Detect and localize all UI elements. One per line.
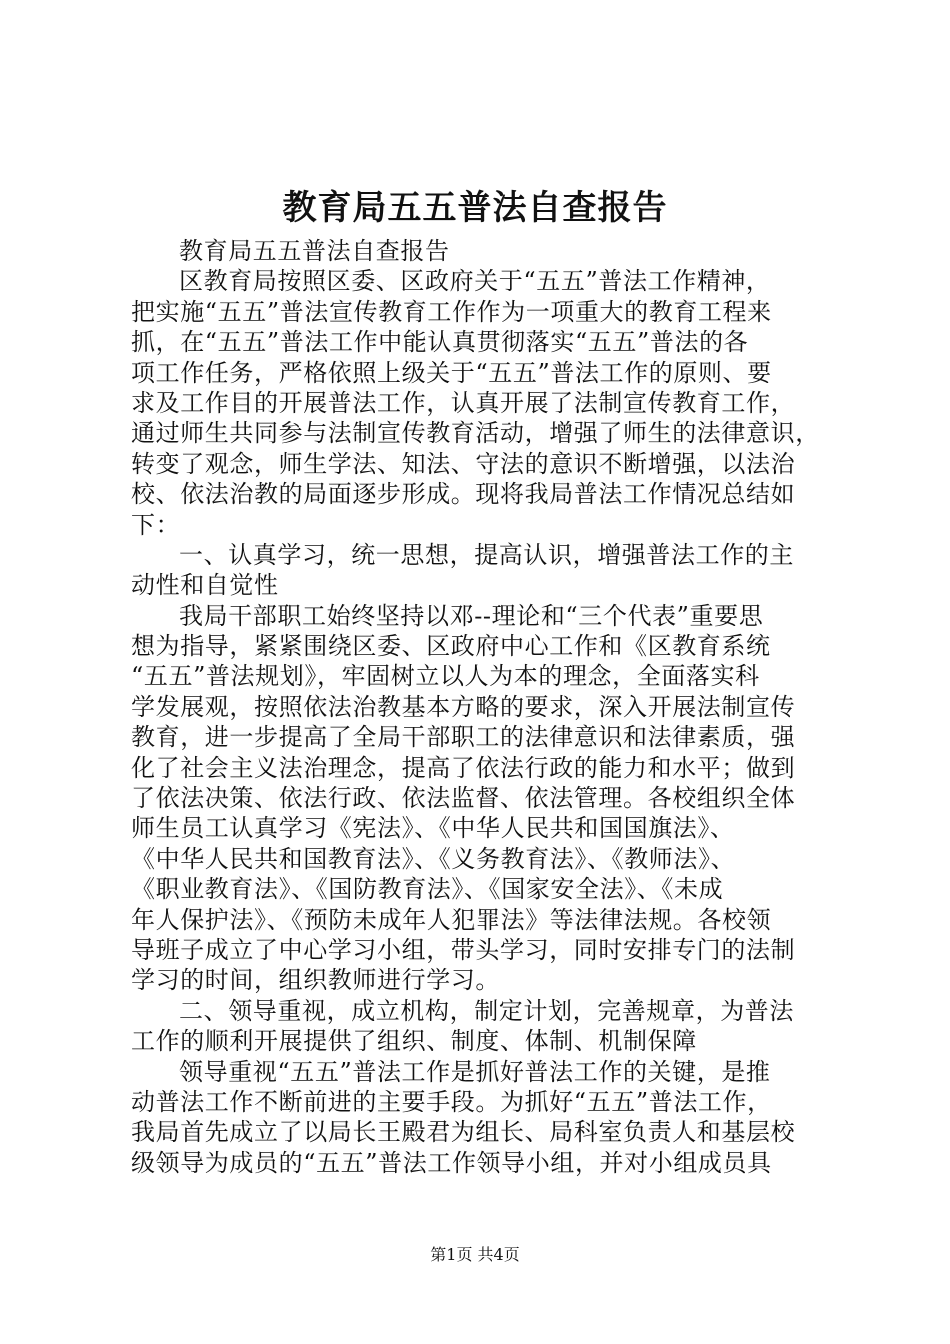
text-line: 《职业教育法》、《国防教育法》、《国家安全法》、《未成: [131, 875, 724, 904]
text-line: 了依法决策、依法行政、依法监督、依法管理。各校组织全体: [131, 784, 796, 813]
text-line: 下：: [131, 510, 181, 539]
text-line: 级领导为成员的“五五”普法工作领导小组，并对小组成员具: [131, 1148, 772, 1177]
text-line: 动普法工作不断前进的主要手段。为抓好“五五”普法工作，: [131, 1087, 772, 1116]
text-line: 领导重视“五五”普法工作是抓好普法工作的关键，是推: [179, 1057, 771, 1086]
text-line: 想为指导，紧紧围绕区委、区政府中心工作和《区教育系统: [131, 632, 771, 661]
text-line: 一、认真学习，统一思想，提高认识，增强普法工作的主: [179, 540, 794, 569]
text-line: 把实施“五五”普法宣传教育工作作为一项重大的教育工程来: [131, 297, 772, 326]
text-line: “五五”普法规划》，牢固树立以人为本的理念，全面落实科: [131, 662, 760, 691]
document-title: 教育局五五普法自查报告: [282, 188, 668, 228]
text-line: 教育局五五普法自查报告: [179, 237, 450, 265]
text-line: 校、依法治教的局面逐步形成。现将我局普法工作情况总结如: [131, 480, 796, 509]
text-line: 教育，进一步提高了全局干部职工的法律意识和法律素质，强: [131, 723, 796, 752]
text-line: 转变了观念，师生学法、知法、守法的意识不断增强，以法治: [131, 449, 796, 478]
text-line: 师生员工认真学习《宪法》、《中华人民共和国国旗法》、: [131, 814, 735, 843]
text-line: 导班子成立了中心学习小组，带头学习，同时安排专门的法制: [131, 935, 796, 964]
text-line: 我局首先成立了以局长王殿君为组长、局科室负责人和基层校: [131, 1118, 796, 1147]
text-line: 《中华人民共和国教育法》、《义务教育法》、《教师法》、: [131, 844, 736, 873]
text-line: 动性和自觉性: [131, 571, 279, 600]
text-line: 通过师生共同参与法制宣传教育活动，增强了师生的法律意识，: [131, 419, 820, 448]
text-line: 区教育局按照区委、区政府关于“五五”普法工作精神，: [179, 267, 771, 296]
text-line: 工作的顺利开展提供了组织、制度、体制、机制保障: [131, 1027, 697, 1056]
text-line: 项工作任务，严格依照上级关于“五五”普法工作的原则、要: [131, 358, 772, 387]
text-line: 我局干部职工始终坚持以邓--理论和“三个代表”重要思: [179, 601, 764, 630]
text-line: 学发展观，按照依法治教基本方略的要求，深入开展法制宣传: [131, 692, 796, 721]
text-line: 化了社会主义法治理念，提高了依法行政的能力和水平；做到: [131, 753, 796, 782]
page-footer: 第1页 共4页: [430, 1245, 520, 1264]
text-line: 年人保护法》、《预防未成年人犯罪法》等法律法规。各校领: [131, 905, 772, 934]
text-line: 求及工作目的开展普法工作，认真开展了法制宣传教育工作，: [131, 388, 796, 417]
text-line: 学习的时间，组织教师进行学习。: [131, 966, 500, 995]
document-body: [131, 236, 831, 1178]
text-line: 二、领导重视，成立机构，制定计划，完善规章，为普法: [179, 996, 794, 1025]
text-line: 抓，在“五五”普法工作中能认真贯彻落实“五五”普法的各: [131, 328, 749, 357]
